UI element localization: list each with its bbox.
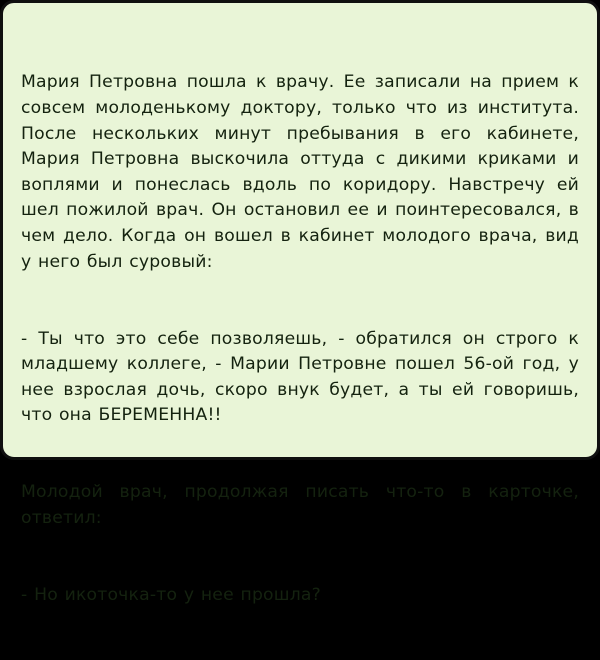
joke-paragraph-4: - Но икоточка-то у нее прошла?: [21, 584, 321, 605]
joke-card-inner: [3, 3, 597, 605]
joke-text-block: [21, 19, 586, 660]
joke-paragraph-3: Молодой врач, продолжая писать что-то в карточке, ответил:: [21, 482, 586, 528]
joke-paragraph-1: Мария Петровна пошла к врачу. Ее записали на прием к совсем молоденькому доктору, только что из института. После нескольких минут пребывания в его кабинете, Мария Петровна выскочила оттуда с дикими криками и воплями и понеслась вдоль по коридору. Навстречу ей шел пожилой врач. Он остановил ее и поинтересовался, в чем дело. Когда он вошел в кабинет молодого врача, вид у него был суровый:: [21, 72, 586, 272]
joke-paragraph-2: - Ты что это себе позволяешь, - обратился он строго к младшему коллеге, - Марии Петровне пошел 56-ой год, у нее взрослая дочь, скоро внук будет, а ты ей говоришь, что она БЕРЕМЕННА!!: [21, 328, 586, 426]
